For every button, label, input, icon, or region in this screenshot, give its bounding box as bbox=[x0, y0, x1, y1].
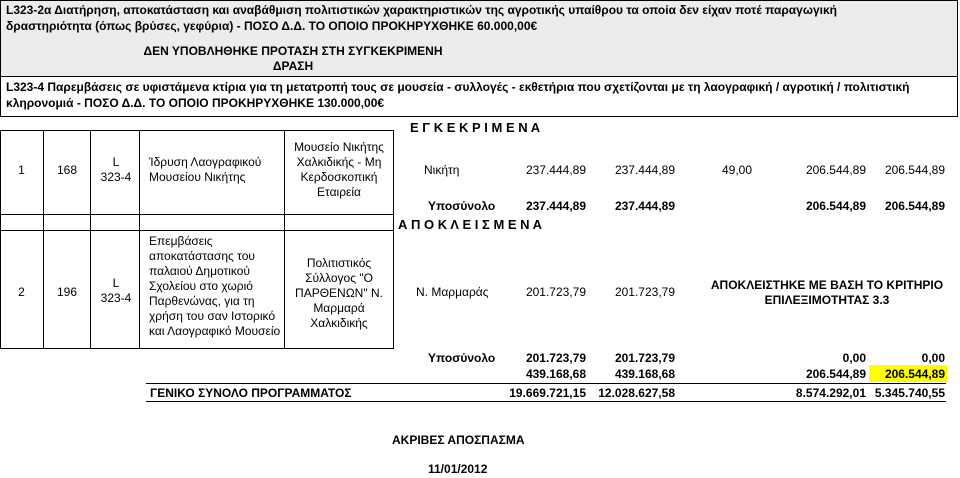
subtotal-approved-v4: 206.544,89 bbox=[805, 199, 866, 213]
rule bbox=[0, 214, 394, 215]
subtotal-approved-v5: 206.544,89 bbox=[884, 199, 945, 213]
subtotal-approved-v2: 237.444,89 bbox=[614, 199, 675, 213]
grand-total-v2: 12.028.627,58 bbox=[598, 386, 675, 400]
row-1-v4: 206.544,89 bbox=[805, 163, 866, 177]
row-1-title: Ίδρυση Λαογραφικού Μουσείου Νικήτης bbox=[149, 155, 262, 184]
rule bbox=[957, 0, 958, 117]
document-date: 11/01/2012 bbox=[428, 462, 488, 476]
subtotal-rejected-v5: 0,00 bbox=[921, 351, 945, 365]
subtotal-rejected-v4: 0,00 bbox=[842, 351, 866, 365]
total-v2: 439.168,68 bbox=[614, 367, 675, 381]
total-v4: 206.544,89 bbox=[805, 367, 866, 381]
subtotal-approved-label: Υποσύνολο bbox=[428, 199, 496, 213]
row-2-v1: 201.723,79 bbox=[525, 285, 586, 299]
measure-line-1: L323-4 Παρεμβάσεις σε υφιστάμενα κτίρια για τη μετατροπή τους σε μουσεία - συλλογές - εκθετήρια που σχετίζονται με τη λαογραφική / αγροτική / πολιτιστική bbox=[6, 80, 910, 94]
row-2-reject-reason-1: ΑΠΟΚΛΕΙΣΤΗΚΕ ΜΕ ΒΑΣΗ ΤΟ ΚΡΙΤΗΡΙΟ bbox=[710, 278, 944, 292]
grand-total-v4: 8.574.292,01 bbox=[795, 386, 866, 400]
row-1-num: 1 bbox=[18, 163, 25, 177]
row-1-v2: 237.444,89 bbox=[614, 163, 675, 177]
rule bbox=[0, 0, 1, 117]
row-1-v5: 206.544,89 bbox=[884, 163, 945, 177]
row-2-reject-reason-2: ΕΠΙΛΕΞΙΜΟΤΗΤΑΣ 3.3 bbox=[764, 293, 890, 307]
rule bbox=[0, 76, 958, 77]
rule bbox=[0, 116, 958, 117]
rule bbox=[139, 130, 140, 348]
row-1-measure: L 323-4 bbox=[100, 155, 132, 184]
subtotal-rejected-v1: 201.723,79 bbox=[525, 351, 586, 365]
row-2-location: Ν. Μαρμαράς bbox=[416, 285, 489, 299]
total-v1: 439.168,68 bbox=[525, 367, 586, 381]
rule bbox=[393, 130, 394, 348]
row-2-beneficiary: Πολιτιστικός Σύλλογος "Ο ΠΑΡΘΕΝΩΝ" Ν. Μαρμαρά Χαλκιδικής bbox=[295, 256, 383, 330]
rule bbox=[146, 401, 946, 402]
subtotal-rejected-v2: 201.723,79 bbox=[614, 351, 675, 365]
grand-total-v5: 5.345.740,55 bbox=[874, 386, 945, 400]
rule bbox=[0, 0, 958, 1]
no-proposal-line-2: ΔΡΑΣΗ bbox=[272, 59, 314, 73]
rule bbox=[0, 230, 394, 231]
row-2-code: 196 bbox=[56, 285, 78, 299]
row-1-v1: 237.444,89 bbox=[525, 163, 586, 177]
subtotal-approved-v1: 237.444,89 bbox=[525, 199, 586, 213]
total-v5: 206.544,89 bbox=[884, 367, 945, 381]
grand-total-label: ΓΕΝΙΚΟ ΣΥΝΟΛΟ ΠΡΟΓΡΑΜΜΑΤΟΣ bbox=[150, 386, 352, 400]
header-line-1: L323-2α Διατήρηση, αποκατάσταση και αναβάθμιση πολιτιστικών χαρακτηριστικών της αγροτικής υπαίθρου τα οποία δεν είχαν ποτέ παραγωγική bbox=[6, 3, 837, 17]
rejected-title: Α Π Ο Κ Λ Ε Ι Σ Μ Ε Ν Α bbox=[398, 217, 543, 232]
rule bbox=[90, 130, 91, 348]
no-proposal-line-1: ΔΕΝ ΥΠΟΒΛΗΘΗΚΕ ΠΡΟΤΑΣΗ ΣΤΗ ΣΥΓΚΕΚΡΙΜΕΝΗ bbox=[143, 44, 443, 58]
certified-copy-label: ΑΚΡΙΒΕΣ ΑΠΟΣΠΑΣΜΑ bbox=[392, 433, 525, 447]
rule bbox=[284, 130, 285, 348]
row-2-v2: 201.723,79 bbox=[614, 285, 675, 299]
row-1-v3: 49,00 bbox=[721, 163, 752, 177]
row-1-code: 168 bbox=[56, 163, 78, 177]
header-line-2: δραστηριότητα (όπως βρύσες, γεφύρια) - ΠΟΣΟ Δ.Δ. ΤΟ ΟΠΟΙΟ ΠΡΟΚΗΡΥΧΘΗΚΕ 60.000,00€ bbox=[6, 19, 538, 33]
row-2-measure: L 323-4 bbox=[100, 276, 132, 305]
approved-title: Ε Γ Κ Ε Κ Ρ Ι Μ Ε Ν Α bbox=[410, 120, 541, 135]
rule bbox=[146, 383, 946, 384]
row-1-beneficiary: Μουσείο Νικήτης Χαλκιδικής - Μη Κερδοσκοπική Εταιρεία bbox=[294, 140, 384, 199]
rule bbox=[0, 348, 394, 349]
grand-total-v1: 19.669.721,15 bbox=[509, 386, 586, 400]
subtotal-rejected-label: Υποσύνολο bbox=[428, 351, 496, 365]
row-2-num: 2 bbox=[18, 285, 25, 299]
rule bbox=[0, 130, 394, 131]
row-1-location: Νικήτη bbox=[424, 163, 460, 177]
measure-line-2: κληρονομιά - ΠΟΣΟ Δ.Δ. ΤΟ ΟΠΟΙΟ ΠΡΟΚΗΡΥΧΘΗΚΕ 130.000,00€ bbox=[6, 96, 385, 110]
row-2-title: Επεμβάσεις αποκατάστασης του παλαιού Δημοτικού Σχολείου στο χωριό Παρθενώνας, για τη χρήση του σαν Ιστορικό και Λαογραφικό Μουσείο bbox=[149, 234, 281, 338]
